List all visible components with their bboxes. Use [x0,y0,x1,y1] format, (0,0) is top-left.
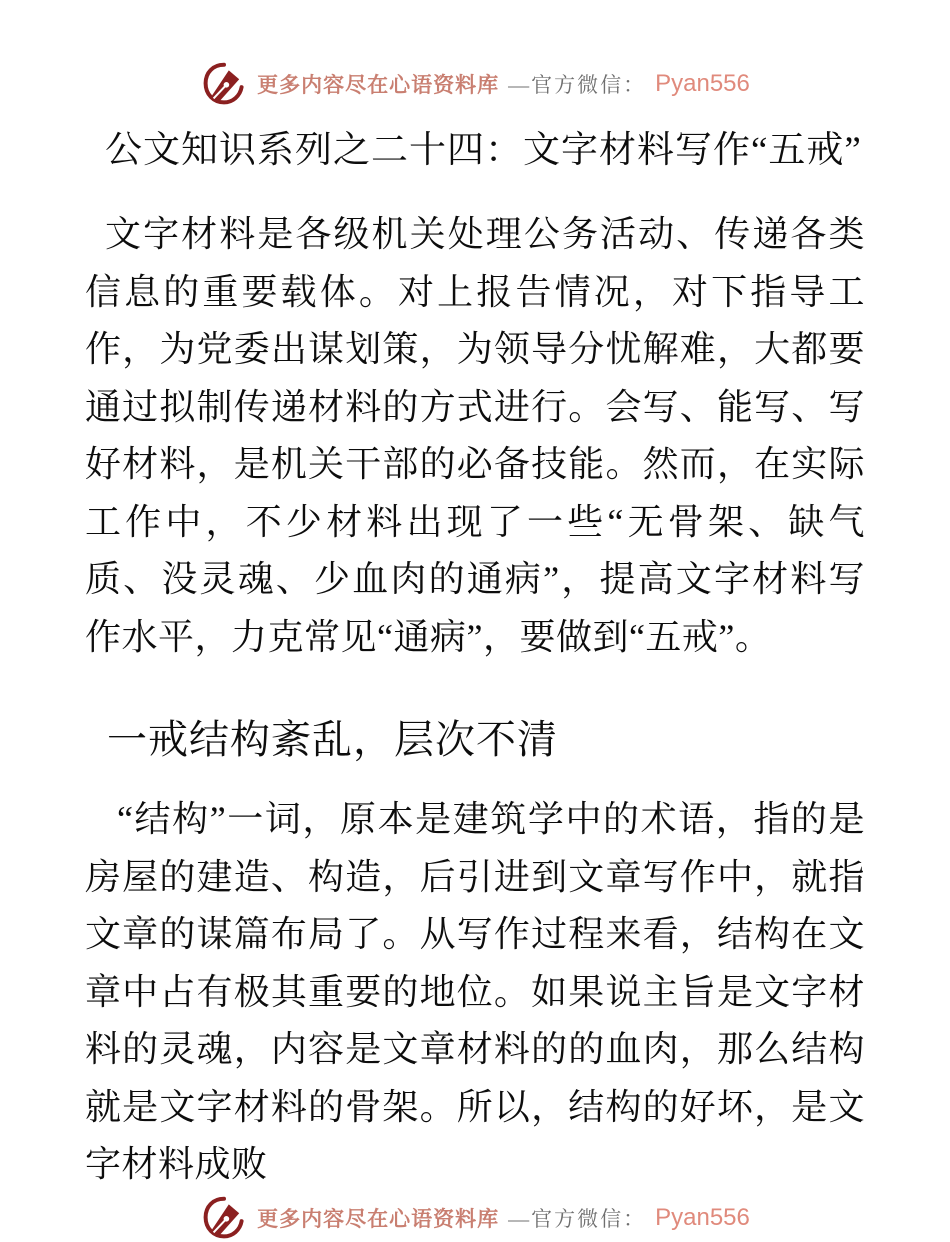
wechat-id: Pyan556 [655,1203,750,1231]
wechat-label: —官方微信： [508,1206,647,1231]
article-body [85,108,865,1194]
wechat-id: Pyan556 [655,70,750,97]
pen-logo-icon [200,60,248,108]
brand-text: 更多内容尽在心语资料库 [257,1206,500,1231]
paragraph-intro: 文字材料是各级机关处理公务活动、传递各类信息的重要载体。对上报告情况，对下指导工作，为党委出谋划策，为领导分忧解难，大都要通过拟制传递材料的方式进行。会写、能写、写好材料，是机关干部的必备技能。然而，在实际工作中，不少材料出现了一些“无骨架、缺气质、没灵魂、少血肉的通病”，提高文字材料写作水平，力克常见“通病”，要做到“五戒”。 [85,214,865,657]
pen-logo-icon [200,1194,248,1242]
header-banner [85,60,865,108]
brand-text: 更多内容尽在心语资料库 [257,73,500,97]
footer-banner [85,1194,865,1242]
paragraph-structure: “结构”一词，原本是建筑学中的术语，指的是房屋的建造、构造，后引进到文章写作中，就指文章的谋篇布局了。从写作过程来看，结构在文章中占有极其重要的地位。如果说主旨是文字材料的灵魂，内容是文章材料的的血肉，那么结构就是文字材料的骨架。所以，结构的好坏，是文字材料成败 [85,799,865,1184]
section-heading: 一戒结构紊乱，层次不清 [107,717,558,762]
wechat-label: —官方微信： [508,73,647,97]
article-title: 公文知识系列之二十四：文字材料写作“五戒” [105,130,862,171]
